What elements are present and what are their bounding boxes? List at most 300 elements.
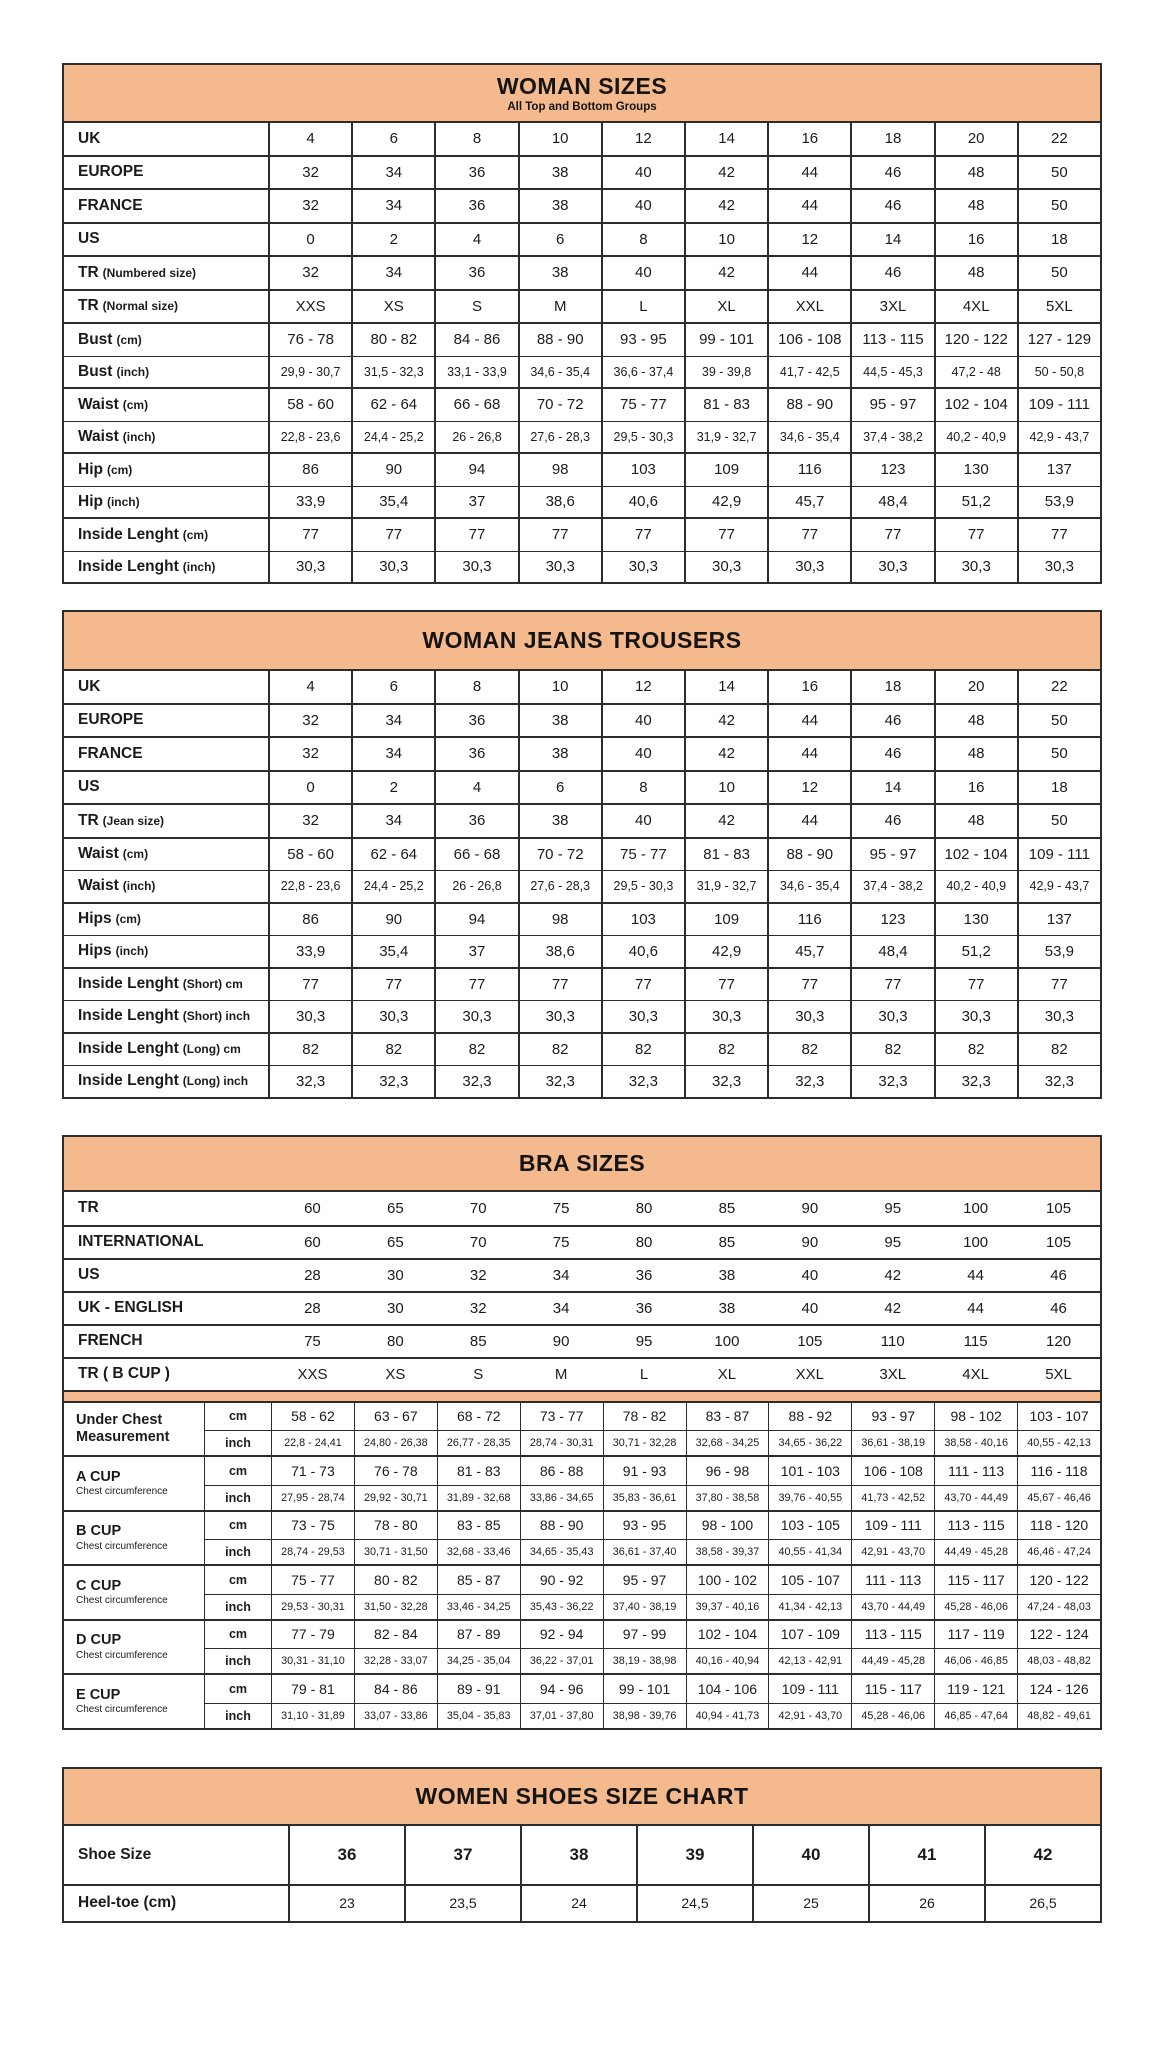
- value-cell: 53,9: [1017, 487, 1100, 518]
- value-cell: 90: [801, 1233, 819, 1251]
- table-row: [64, 1000, 1100, 1032]
- value-cell: M: [554, 1365, 568, 1383]
- shoes-size-table: [62, 1767, 1102, 1923]
- value-cell-cm: 116 - 118: [1017, 1457, 1100, 1485]
- cup-label: [64, 1621, 204, 1674]
- value-cell: XXL: [767, 291, 850, 323]
- value-cell-cm: 71 - 73: [271, 1457, 354, 1485]
- value-cell-inch: 48,82 - 49,61: [1017, 1703, 1100, 1728]
- value-cell: 40: [601, 705, 684, 737]
- value-cell: 62 - 64: [351, 839, 434, 871]
- value-cell: 77: [434, 969, 517, 1001]
- value-cell: 100: [714, 1332, 740, 1350]
- value-cell: 30,3: [684, 552, 767, 583]
- value-cell: 38: [518, 190, 601, 222]
- value-cell-inch: 46,06 - 46,85: [934, 1648, 1017, 1673]
- table-row: [64, 519, 1100, 551]
- cup-label-text: Under Chest Measurement: [76, 1412, 170, 1445]
- value-cell: 60: [304, 1233, 321, 1251]
- value-cell: 99 - 101: [684, 324, 767, 356]
- row-group: [64, 703, 1100, 737]
- value-cell: 46: [1050, 1299, 1067, 1317]
- unit-label-cm: cm: [204, 1566, 271, 1594]
- table-row: [64, 1225, 1100, 1258]
- value-cell-inch: 38,98 - 39,76: [603, 1703, 686, 1728]
- value-cell: 38,6: [518, 487, 601, 518]
- value-cell: 86: [268, 454, 351, 486]
- value-cell: 77: [850, 519, 933, 551]
- value-cell: 30,3: [434, 1001, 517, 1032]
- table-row: [64, 705, 1100, 737]
- table-row: [64, 421, 1100, 453]
- table-row: [64, 969, 1100, 1001]
- value-cell: 40,6: [601, 487, 684, 518]
- value-cell: 37: [434, 487, 517, 518]
- value-cell-cm: 92 - 94: [520, 1621, 603, 1649]
- value-cell: 105: [1046, 1233, 1072, 1251]
- unit-label-inch: inch: [204, 1430, 271, 1455]
- value-cell: 3XL: [879, 1365, 907, 1383]
- row-label-note: (inch): [115, 944, 149, 959]
- value-cell: 90: [552, 1332, 570, 1350]
- table-row: [64, 1886, 1100, 1921]
- value-cell-cm: 103 - 105: [768, 1512, 851, 1540]
- value-cell-inch: 39,37 - 40,16: [686, 1594, 769, 1619]
- value-cell: 22: [1017, 671, 1100, 703]
- row-label-note: (Numbered size): [102, 265, 197, 280]
- value-cell: 44,5 - 45,3: [850, 357, 933, 388]
- cup-row-group: [64, 1510, 1100, 1565]
- value-cell: 30,3: [767, 552, 850, 583]
- row-label-note: (cm): [106, 462, 133, 477]
- value-cell-cm: 91 - 93: [603, 1457, 686, 1485]
- value-cell-cm: 113 - 115: [851, 1621, 934, 1649]
- value-cell: 80: [635, 1233, 653, 1251]
- cup-sublabel: Chest circumference: [76, 1540, 168, 1552]
- value-cell-cm: 119 - 121: [934, 1675, 1017, 1703]
- value-cell: 44: [767, 257, 850, 289]
- row-label: [64, 1034, 268, 1066]
- value-cell: 8: [601, 224, 684, 256]
- value-cell: 23,5: [404, 1886, 520, 1921]
- row-label: [64, 738, 268, 770]
- jeans-trousers-header: [64, 612, 1100, 671]
- row-group: [64, 322, 1100, 387]
- value-cell-cm: 76 - 78: [354, 1457, 437, 1485]
- row-label-text: Heel-toe (cm): [78, 1894, 177, 1911]
- jeans-trousers-body: [64, 671, 1100, 1097]
- value-cell: 70 - 72: [518, 389, 601, 421]
- row-label-note: (inch): [106, 494, 140, 509]
- value-cell: 82: [934, 1034, 1017, 1066]
- value-cell: 82: [351, 1034, 434, 1066]
- value-cell: 82: [601, 1034, 684, 1066]
- row-label-note: (inch): [116, 364, 150, 379]
- row-group: [64, 289, 1100, 323]
- value-cell-inch: 38,58 - 39,37: [686, 1539, 769, 1564]
- table-row: [64, 839, 1100, 871]
- value-cell: 4: [434, 772, 517, 804]
- cup-sublabel: Chest circumference: [76, 1649, 168, 1661]
- value-cell-inch: 36,22 - 37,01: [520, 1648, 603, 1673]
- value-cell: 106 - 108: [767, 324, 850, 356]
- jeans-trousers-table: [62, 610, 1102, 1099]
- row-label: [64, 871, 268, 902]
- value-cell: M: [518, 291, 601, 323]
- value-cell-cm: 109 - 111: [768, 1675, 851, 1703]
- value-cell: 34: [351, 705, 434, 737]
- value-cell: 130: [934, 904, 1017, 936]
- row-label-text: TR: [78, 811, 99, 829]
- value-cell-cm: 104 - 106: [686, 1675, 769, 1703]
- value-cell-inch: 24,80 - 26,38: [354, 1430, 437, 1455]
- row-group: [64, 803, 1100, 837]
- value-cell: 12: [767, 772, 850, 804]
- value-cell: 80: [387, 1332, 404, 1350]
- value-cell-inch: 38,58 - 40,16: [934, 1430, 1017, 1455]
- value-cell: 33,9: [268, 936, 351, 967]
- row-group: [64, 967, 1100, 1032]
- value-cell: 12: [767, 224, 850, 256]
- row-label: [64, 324, 268, 356]
- value-cell: 77: [268, 519, 351, 551]
- value-cell: 34,6 - 35,4: [767, 422, 850, 453]
- value-cell: S: [473, 1365, 484, 1383]
- table-row: [64, 356, 1100, 388]
- row-label-text: UK: [78, 129, 101, 147]
- value-cell-inch: 44,49 - 45,28: [851, 1648, 934, 1673]
- value-cell: 40: [801, 1266, 819, 1284]
- row-label-text: FRANCE: [78, 744, 143, 762]
- value-cell: 95: [884, 1199, 902, 1217]
- value-cell: 109: [684, 904, 767, 936]
- value-cell-inch: 31,89 - 32,68: [437, 1485, 520, 1510]
- row-label-text: Hip: [78, 460, 103, 478]
- value-cell: XXS: [268, 291, 351, 323]
- value-cell: 105: [1046, 1199, 1072, 1217]
- value-cell-inch: 35,83 - 36,61: [603, 1485, 686, 1510]
- value-cell: 42,9 - 43,7: [1017, 871, 1100, 902]
- value-cell: 2: [351, 224, 434, 256]
- value-cell: 50 - 50,8: [1017, 357, 1100, 388]
- value-cell: 77: [684, 969, 767, 1001]
- value-cell: 46: [1050, 1266, 1067, 1284]
- value-cell: 46: [850, 738, 933, 770]
- value-cell: 50: [1017, 257, 1100, 289]
- value-cell: 22,8 - 23,6: [268, 871, 351, 902]
- value-cell-cm: 68 - 72: [437, 1403, 520, 1431]
- value-cell: 44: [767, 157, 850, 189]
- value-cell-inch: 30,31 - 31,10: [271, 1648, 354, 1673]
- table-row: [64, 324, 1100, 356]
- value-cell: 60: [304, 1199, 321, 1217]
- value-cell: 39 - 39,8: [684, 357, 767, 388]
- value-cell: 82: [518, 1034, 601, 1066]
- value-cell-inch: 22,8 - 24,41: [271, 1430, 354, 1455]
- value-cell: 53,9: [1017, 936, 1100, 967]
- value-cell: 110: [880, 1332, 905, 1350]
- value-cell: 77: [518, 519, 601, 551]
- value-cell: 16: [934, 224, 1017, 256]
- value-cell: 84 - 86: [434, 324, 517, 356]
- value-cell: 50: [1017, 705, 1100, 737]
- value-cell: 70: [469, 1199, 487, 1217]
- value-cell-inch: 36,61 - 38,19: [851, 1430, 934, 1455]
- value-cell: 115: [963, 1332, 988, 1350]
- row-label-note: (Long) cm: [182, 1042, 241, 1057]
- value-cell-inch: 46,46 - 47,24: [1017, 1539, 1100, 1564]
- value-cell: 46: [850, 705, 933, 737]
- value-cell-cm: 93 - 95: [603, 1512, 686, 1540]
- woman-sizes-header: [64, 65, 1100, 123]
- value-cell: 45,7: [767, 936, 850, 967]
- value-cell: 42,9 - 43,7: [1017, 422, 1100, 453]
- value-cell: 32: [469, 1266, 487, 1284]
- value-cell: 116: [767, 904, 850, 936]
- value-cell: 103: [601, 454, 684, 486]
- value-cell-inch: 33,46 - 34,25: [437, 1594, 520, 1619]
- value-cell: 32,3: [434, 1066, 517, 1097]
- value-cell: 10: [684, 224, 767, 256]
- value-cell: 70: [469, 1233, 487, 1251]
- value-cell-inch: 34,65 - 35,43: [520, 1539, 603, 1564]
- value-cell: 30,3: [850, 552, 933, 583]
- value-cell-cm: 83 - 87: [686, 1403, 769, 1431]
- value-cell-cm: 77 - 79: [271, 1621, 354, 1649]
- value-cell: 44: [767, 805, 850, 837]
- value-cell: 37,4 - 38,2: [850, 871, 933, 902]
- value-cell: 36,6 - 37,4: [601, 357, 684, 388]
- value-cell: 36: [288, 1826, 404, 1884]
- value-cell: 5XL: [1045, 1365, 1072, 1383]
- value-cell: 94: [434, 904, 517, 936]
- table-row: [64, 486, 1100, 518]
- row-label-note: (Normal size): [102, 299, 179, 314]
- value-cell: 26 - 26,8: [434, 422, 517, 453]
- bra-cup-measurements-body: [64, 1403, 1100, 1728]
- value-cell: 8: [434, 123, 517, 155]
- row-label-text: TR: [78, 263, 99, 281]
- value-cell-cm: 103 - 107: [1017, 1403, 1100, 1431]
- row-group: [64, 1032, 1100, 1097]
- table-row: [64, 454, 1100, 486]
- value-cell: 30,3: [351, 552, 434, 583]
- value-cell-cm: 78 - 82: [603, 1403, 686, 1431]
- table-row: [64, 772, 1100, 804]
- value-cell: 48: [934, 157, 1017, 189]
- row-label-text: INTERNATIONAL: [78, 1233, 204, 1250]
- value-cell: 24,4 - 25,2: [351, 422, 434, 453]
- unit-label-cm: cm: [204, 1621, 271, 1649]
- value-cell-cm: 83 - 85: [437, 1512, 520, 1540]
- value-cell-inch: 40,55 - 42,13: [1017, 1430, 1100, 1455]
- value-cell: 65: [387, 1233, 404, 1251]
- row-group: [64, 837, 1100, 902]
- row-label: [64, 839, 268, 871]
- row-label-note: (Long) inch: [182, 1074, 249, 1089]
- value-cell: 65: [387, 1199, 404, 1217]
- value-cell-cm: 111 - 113: [851, 1566, 934, 1594]
- value-cell: 42: [684, 705, 767, 737]
- row-label: [64, 389, 268, 421]
- value-cell: 42: [684, 805, 767, 837]
- row-label-text: FRENCH: [78, 1332, 143, 1349]
- shoes-size-body: [64, 1826, 1100, 1921]
- table-row: [64, 190, 1100, 222]
- row-group: [64, 671, 1100, 703]
- cup-label-text: A CUP: [76, 1468, 121, 1485]
- value-cell: L: [639, 1365, 649, 1383]
- row-label: [64, 291, 268, 323]
- value-cell: XXS: [297, 1365, 328, 1383]
- value-cell: 34: [351, 257, 434, 289]
- value-cell: 8: [601, 772, 684, 804]
- value-cell: 33,1 - 33,9: [434, 357, 517, 388]
- value-cell: 77: [1017, 969, 1100, 1001]
- woman-sizes-title: WOMAN SIZES: [496, 73, 668, 99]
- value-cell: 31,9 - 32,7: [684, 871, 767, 902]
- value-cell-cm: 94 - 96: [520, 1675, 603, 1703]
- value-cell: 5XL: [1017, 291, 1100, 323]
- value-cell: 44: [967, 1299, 984, 1317]
- value-cell: 28: [304, 1299, 321, 1317]
- unit-label-cm: cm: [204, 1512, 271, 1540]
- bra-section-divider: [64, 1390, 1100, 1403]
- value-cell: XS: [385, 1365, 406, 1383]
- value-cell: 23: [288, 1886, 404, 1921]
- value-cell: 42,9: [684, 487, 767, 518]
- value-cell-cm: 82 - 84: [354, 1621, 437, 1649]
- value-cell-cm: 100 - 102: [686, 1566, 769, 1594]
- value-cell: 32,3: [850, 1066, 933, 1097]
- bra-sizes-header: [64, 1137, 1100, 1192]
- row-label-text: Inside Lenght: [78, 1040, 179, 1058]
- value-cell: 30,3: [1017, 552, 1100, 583]
- value-cell-inch: 48,03 - 48,82: [1017, 1648, 1100, 1673]
- row-label: [64, 1260, 271, 1291]
- value-cell-cm: 78 - 80: [354, 1512, 437, 1540]
- value-cell: 77: [351, 519, 434, 551]
- value-cell: S: [434, 291, 517, 323]
- value-cell: 77: [434, 519, 517, 551]
- table-row: [64, 1357, 1100, 1390]
- value-cell: 75 - 77: [601, 839, 684, 871]
- value-cell: 38: [718, 1299, 736, 1317]
- row-label-text: EUROPE: [78, 711, 144, 729]
- value-cell: 0: [268, 772, 351, 804]
- value-cell: 44: [767, 705, 850, 737]
- value-cell: 42: [684, 738, 767, 770]
- value-cell: 12: [601, 671, 684, 703]
- row-label: [64, 936, 268, 967]
- value-cell: 35,4: [351, 487, 434, 518]
- value-cell: 58 - 60: [268, 839, 351, 871]
- value-cell: 37: [404, 1826, 520, 1884]
- value-cell: 42: [984, 1826, 1100, 1884]
- row-label: [64, 357, 268, 388]
- value-cell: 30,3: [934, 1001, 1017, 1032]
- value-cell: 90: [351, 454, 434, 486]
- value-cell: 36: [434, 190, 517, 222]
- cup-sublabel: Chest circumference: [76, 1595, 168, 1607]
- value-cell: 37: [434, 936, 517, 967]
- cup-row-group: [64, 1564, 1100, 1619]
- unit-label-inch: inch: [204, 1485, 271, 1510]
- row-label: [64, 224, 268, 256]
- value-cell: 37,4 - 38,2: [850, 422, 933, 453]
- value-cell: 6: [518, 224, 601, 256]
- value-cell: 88 - 90: [767, 839, 850, 871]
- value-cell-inch: 34,25 - 35,04: [437, 1648, 520, 1673]
- value-cell: 30,3: [268, 1001, 351, 1032]
- value-cell: 85: [469, 1332, 487, 1350]
- row-label-text: Waist: [78, 877, 119, 895]
- row-label: [64, 454, 268, 486]
- value-cell: 77: [850, 969, 933, 1001]
- value-cell: 32,3: [934, 1066, 1017, 1097]
- value-cell-cm: 111 - 113: [934, 1457, 1017, 1485]
- value-cell: 82: [434, 1034, 517, 1066]
- row-label: [64, 1826, 288, 1884]
- value-cell-cm: 105 - 107: [768, 1566, 851, 1594]
- value-cell-inch: 30,71 - 31,50: [354, 1539, 437, 1564]
- unit-label-inch: inch: [204, 1594, 271, 1619]
- value-cell: 109 - 111: [1017, 839, 1100, 871]
- value-cell: 42,9: [684, 936, 767, 967]
- value-cell: 40: [601, 257, 684, 289]
- unit-label-cm: cm: [204, 1457, 271, 1485]
- value-cell: 10: [684, 772, 767, 804]
- row-label-note: (cm): [116, 332, 142, 347]
- value-cell: 22,8 - 23,6: [268, 422, 351, 453]
- row-group: [64, 188, 1100, 222]
- value-cell: 30,3: [1017, 1001, 1100, 1032]
- value-cell: 34: [351, 805, 434, 837]
- row-label-text: Bust: [78, 330, 113, 348]
- row-group: [64, 1826, 1100, 1884]
- row-label: [64, 1326, 271, 1357]
- value-cell: 82: [684, 1034, 767, 1066]
- value-cell-cm: 63 - 67: [354, 1403, 437, 1431]
- value-cell: 38: [520, 1826, 636, 1884]
- value-cell: 40,6: [601, 936, 684, 967]
- row-label-text: Hips: [78, 910, 112, 928]
- value-cell-inch: 42,13 - 42,91: [768, 1648, 851, 1673]
- value-cell: 95: [635, 1332, 653, 1350]
- value-cell-inch: 39,76 - 40,55: [768, 1485, 851, 1510]
- row-label-text: FRANCE: [78, 196, 143, 214]
- value-cell-cm: 81 - 83: [437, 1457, 520, 1485]
- value-cell-cm: 107 - 109: [768, 1621, 851, 1649]
- value-cell-cm: 101 - 103: [768, 1457, 851, 1485]
- value-cell: 95 - 97: [850, 389, 933, 421]
- table-row: [64, 1324, 1100, 1357]
- cup-row-group: [64, 1673, 1100, 1728]
- value-cell-cm: 113 - 115: [934, 1512, 1017, 1540]
- table-row: [64, 257, 1100, 289]
- value-cell-cm: 97 - 99: [603, 1621, 686, 1649]
- row-label-text: US: [78, 778, 100, 796]
- value-cell-inch: 28,74 - 30,31: [520, 1430, 603, 1455]
- row-group: [64, 902, 1100, 967]
- value-cell: 77: [351, 969, 434, 1001]
- value-cell: 81 - 83: [684, 389, 767, 421]
- unit-label-inch: inch: [204, 1703, 271, 1728]
- cup-label-text: C CUP: [76, 1577, 122, 1594]
- value-cell: 32: [268, 805, 351, 837]
- value-cell: 46: [850, 257, 933, 289]
- value-cell: 77: [934, 969, 1017, 1001]
